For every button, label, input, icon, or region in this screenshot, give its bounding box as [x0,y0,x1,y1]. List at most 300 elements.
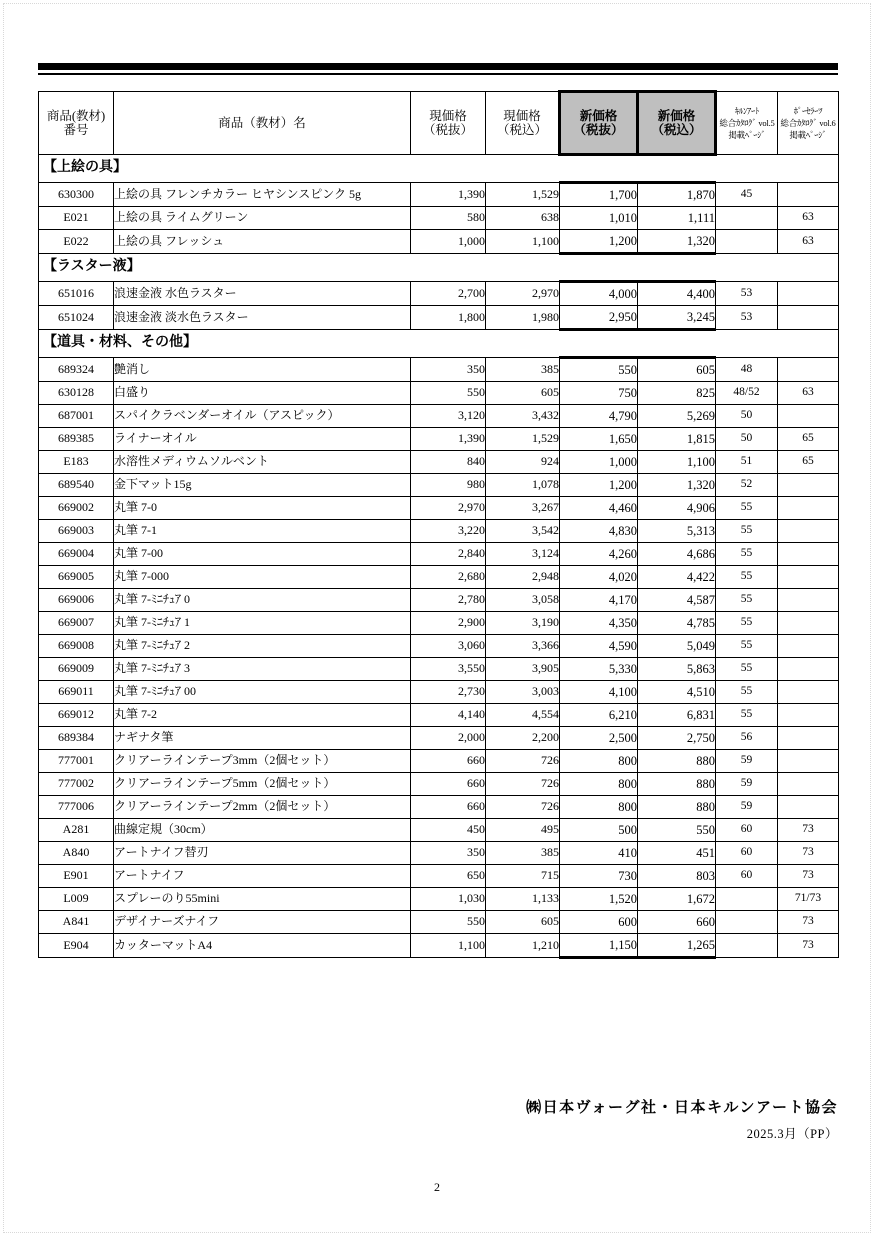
cell-catalog-vol5-page: 55 [716,635,778,658]
cell-new-price-incl-tax: 6,831 [638,704,716,727]
cell-old-price-incl-tax: 3,366 [486,635,560,658]
cell-catalog-vol6-page [778,635,839,658]
cell-new-price-incl-tax: 1,111 [638,207,716,230]
cell-new-price-excl-tax: 4,170 [560,589,638,612]
cell-product-name: 丸筆 7-ﾐﾆﾁｭｱ 00 [114,681,411,704]
cell-product-code: E904 [39,934,114,958]
header-catalog-vol6-page: ﾎﾟｰｾﾗｰﾂ 総合ｶﾀﾛｸﾞ vol.6 掲載ﾍﾟｰｼﾞ [778,92,839,155]
cell-product-code: L009 [39,888,114,911]
cell-old-price-excl-tax: 1,100 [411,934,486,958]
cell-new-price-incl-tax: 4,587 [638,589,716,612]
table-row [39,635,839,658]
cell-product-name: 丸筆 7-ﾐﾆﾁｭｱ 3 [114,658,411,681]
rule-thin-bar [38,73,838,75]
cell-product-name: ライナーオイル [114,428,411,451]
cell-catalog-vol5-page [716,911,778,934]
cell-catalog-vol6-page: 65 [778,451,839,474]
cell-product-code: 669005 [39,566,114,589]
cell-new-price-incl-tax: 4,400 [638,282,716,306]
rule-thick-bar [38,63,838,70]
cell-product-code: E901 [39,865,114,888]
section-header-row [39,254,839,282]
header-old-price-excl-tax: 現価格 （税抜） [411,92,486,155]
cell-old-price-incl-tax: 3,542 [486,520,560,543]
cell-old-price-incl-tax: 924 [486,451,560,474]
cell-catalog-vol5-page: 48 [716,358,778,382]
cell-catalog-vol6-page [778,520,839,543]
cell-new-price-incl-tax: 803 [638,865,716,888]
cell-product-code: 630128 [39,382,114,405]
cell-catalog-vol5-page: 53 [716,282,778,306]
cell-old-price-excl-tax: 3,060 [411,635,486,658]
section-title: 【上絵の具】 [39,155,839,183]
header-new-price-incl-tax: 新価格 （税込） [638,92,716,155]
cell-old-price-excl-tax: 450 [411,819,486,842]
cell-new-price-incl-tax: 1,100 [638,451,716,474]
cell-catalog-vol5-page: 55 [716,543,778,566]
table-row [39,819,839,842]
table-row [39,405,839,428]
cell-catalog-vol5-page [716,888,778,911]
cell-old-price-incl-tax: 4,554 [486,704,560,727]
cell-new-price-excl-tax: 1,010 [560,207,638,230]
cell-old-price-excl-tax: 3,220 [411,520,486,543]
cell-product-code: 669006 [39,589,114,612]
cell-product-name: 丸筆 7-000 [114,566,411,589]
cell-new-price-incl-tax: 605 [638,358,716,382]
cell-new-price-incl-tax: 880 [638,796,716,819]
cell-old-price-incl-tax: 3,267 [486,497,560,520]
cell-catalog-vol6-page [778,405,839,428]
cell-new-price-excl-tax: 4,590 [560,635,638,658]
cell-catalog-vol6-page [778,704,839,727]
table-row [39,282,839,306]
cell-new-price-excl-tax: 4,350 [560,612,638,635]
cell-old-price-excl-tax: 2,000 [411,727,486,750]
cell-old-price-excl-tax: 840 [411,451,486,474]
cell-catalog-vol5-page: 55 [716,566,778,589]
cell-product-code: 777002 [39,773,114,796]
cell-product-code: 689385 [39,428,114,451]
cell-catalog-vol5-page [716,230,778,254]
cell-catalog-vol5-page: 56 [716,727,778,750]
cell-new-price-incl-tax: 1,672 [638,888,716,911]
cell-new-price-incl-tax: 5,049 [638,635,716,658]
cell-new-price-excl-tax: 1,650 [560,428,638,451]
cell-catalog-vol6-page [778,566,839,589]
cell-catalog-vol6-page: 71/73 [778,888,839,911]
cell-old-price-excl-tax: 650 [411,865,486,888]
cell-new-price-excl-tax: 1,200 [560,230,638,254]
cell-new-price-incl-tax: 4,686 [638,543,716,566]
table-header [39,92,839,155]
cell-new-price-excl-tax: 730 [560,865,638,888]
cell-new-price-excl-tax: 800 [560,773,638,796]
top-double-rule [38,63,838,75]
cell-product-name: スプレーのり55mini [114,888,411,911]
cell-old-price-incl-tax: 2,200 [486,727,560,750]
cell-catalog-vol6-page [778,306,839,330]
cell-product-name: ナギナタ筆 [114,727,411,750]
cell-old-price-excl-tax: 1,030 [411,888,486,911]
cell-new-price-incl-tax: 660 [638,911,716,934]
cell-product-code: 689324 [39,358,114,382]
table-row [39,230,839,254]
cell-catalog-vol5-page: 53 [716,306,778,330]
cell-catalog-vol6-page: 73 [778,865,839,888]
cell-product-name: 上絵の具 フレッシュ [114,230,411,254]
cell-product-code: E022 [39,230,114,254]
table-row [39,207,839,230]
cell-new-price-incl-tax: 451 [638,842,716,865]
cell-product-code: E183 [39,451,114,474]
cell-old-price-incl-tax: 726 [486,796,560,819]
table-row [39,727,839,750]
cell-product-name: 丸筆 7-2 [114,704,411,727]
cell-product-name: 艶消し [114,358,411,382]
cell-product-code: 777006 [39,796,114,819]
cell-new-price-excl-tax: 800 [560,796,638,819]
cell-catalog-vol5-page: 59 [716,796,778,819]
header-row [39,92,839,155]
cell-catalog-vol5-page: 60 [716,842,778,865]
cell-product-name: クリアーラインテープ2mm（2個セット） [114,796,411,819]
table-row [39,911,839,934]
cell-product-code: 689384 [39,727,114,750]
header-product-code: 商品(教材) 番号 [39,92,114,155]
cell-old-price-incl-tax: 1,133 [486,888,560,911]
cell-old-price-excl-tax: 580 [411,207,486,230]
cell-old-price-incl-tax: 3,905 [486,658,560,681]
cell-product-name: アートナイフ [114,865,411,888]
cell-catalog-vol5-page: 50 [716,428,778,451]
cell-new-price-excl-tax: 1,000 [560,451,638,474]
cell-product-name: 丸筆 7-ﾐﾆﾁｭｱ 2 [114,635,411,658]
cell-product-name: 金下マット15g [114,474,411,497]
cell-old-price-incl-tax: 605 [486,382,560,405]
cell-catalog-vol6-page: 73 [778,842,839,865]
cell-old-price-incl-tax: 385 [486,358,560,382]
cell-old-price-excl-tax: 660 [411,773,486,796]
table-row [39,566,839,589]
cell-old-price-excl-tax: 2,840 [411,543,486,566]
cell-catalog-vol5-page: 60 [716,819,778,842]
cell-old-price-excl-tax: 550 [411,911,486,934]
table-row [39,865,839,888]
cell-catalog-vol5-page: 55 [716,589,778,612]
cell-old-price-incl-tax: 2,948 [486,566,560,589]
cell-old-price-incl-tax: 726 [486,750,560,773]
cell-catalog-vol5-page: 59 [716,750,778,773]
table-row [39,750,839,773]
cell-product-code: 689540 [39,474,114,497]
cell-catalog-vol6-page [778,681,839,704]
cell-product-name: クリアーラインテープ5mm（2個セット） [114,773,411,796]
table-row [39,183,839,207]
cell-catalog-vol6-page [778,474,839,497]
cell-new-price-excl-tax: 4,830 [560,520,638,543]
cell-catalog-vol6-page [778,543,839,566]
cell-catalog-vol5-page: 48/52 [716,382,778,405]
cell-product-name: 丸筆 7-ﾐﾆﾁｭｱ 0 [114,589,411,612]
cell-old-price-excl-tax: 2,970 [411,497,486,520]
cell-new-price-excl-tax: 4,020 [560,566,638,589]
cell-old-price-incl-tax: 1,210 [486,934,560,958]
cell-product-name: スパイクラベンダーオイル（アスピック） [114,405,411,428]
cell-catalog-vol6-page [778,773,839,796]
cell-product-code: A841 [39,911,114,934]
footer-organization: ㈱日本ヴォーグ社・日本キルンアート協会 [526,1100,838,1116]
cell-catalog-vol5-page: 55 [716,658,778,681]
table-row [39,382,839,405]
cell-product-code: A281 [39,819,114,842]
cell-product-name: 浪速金液 水色ラスター [114,282,411,306]
table-row [39,658,839,681]
cell-new-price-excl-tax: 4,790 [560,405,638,428]
cell-old-price-excl-tax: 3,550 [411,658,486,681]
cell-old-price-excl-tax: 4,140 [411,704,486,727]
cell-product-name: アートナイフ替刃 [114,842,411,865]
cell-product-code: 669012 [39,704,114,727]
cell-catalog-vol6-page: 73 [778,934,839,958]
table-row [39,543,839,566]
cell-catalog-vol5-page: 55 [716,497,778,520]
cell-catalog-vol6-page [778,497,839,520]
cell-catalog-vol6-page [778,750,839,773]
cell-catalog-vol6-page: 73 [778,911,839,934]
cell-catalog-vol5-page: 59 [716,773,778,796]
table-row [39,612,839,635]
table-row [39,306,839,330]
cell-product-name: 曲線定規（30cm） [114,819,411,842]
cell-old-price-incl-tax: 3,190 [486,612,560,635]
cell-catalog-vol6-page: 63 [778,382,839,405]
cell-new-price-excl-tax: 550 [560,358,638,382]
footer [526,1096,838,1142]
cell-product-name: 丸筆 7-ﾐﾆﾁｭｱ 1 [114,612,411,635]
cell-old-price-excl-tax: 350 [411,842,486,865]
cell-old-price-excl-tax: 1,000 [411,230,486,254]
cell-old-price-excl-tax: 2,780 [411,589,486,612]
cell-product-code: 669008 [39,635,114,658]
cell-old-price-incl-tax: 3,124 [486,543,560,566]
cell-new-price-incl-tax: 4,906 [638,497,716,520]
cell-old-price-incl-tax: 1,529 [486,183,560,207]
cell-catalog-vol6-page: 73 [778,819,839,842]
cell-new-price-excl-tax: 410 [560,842,638,865]
cell-catalog-vol6-page: 65 [778,428,839,451]
table-body [39,155,839,958]
table-row [39,681,839,704]
cell-new-price-excl-tax: 750 [560,382,638,405]
cell-old-price-incl-tax: 495 [486,819,560,842]
table-row [39,773,839,796]
cell-product-name: 浪速金液 淡水色ラスター [114,306,411,330]
table-row [39,704,839,727]
cell-product-code: 669003 [39,520,114,543]
cell-catalog-vol5-page: 50 [716,405,778,428]
cell-new-price-excl-tax: 2,950 [560,306,638,330]
cell-new-price-incl-tax: 5,863 [638,658,716,681]
cell-new-price-incl-tax: 1,870 [638,183,716,207]
cell-catalog-vol6-page [778,183,839,207]
cell-product-code: 669004 [39,543,114,566]
cell-new-price-incl-tax: 2,750 [638,727,716,750]
cell-product-name: 丸筆 7-0 [114,497,411,520]
cell-old-price-excl-tax: 980 [411,474,486,497]
table-row [39,796,839,819]
header-product-name: 商品（教材）名 [114,92,411,155]
footer-date: 2025.3月（PP） [746,1127,838,1141]
cell-old-price-excl-tax: 660 [411,750,486,773]
header-new-price-excl-tax: 新価格 （税抜） [560,92,638,155]
cell-catalog-vol5-page: 60 [716,865,778,888]
table-row [39,520,839,543]
cell-product-code: 651016 [39,282,114,306]
cell-old-price-excl-tax: 2,730 [411,681,486,704]
cell-catalog-vol6-page: 63 [778,230,839,254]
section-title: 【ラスター液】 [39,254,839,282]
cell-new-price-incl-tax: 1,265 [638,934,716,958]
cell-new-price-incl-tax: 880 [638,750,716,773]
cell-old-price-excl-tax: 1,390 [411,428,486,451]
cell-old-price-incl-tax: 3,003 [486,681,560,704]
cell-product-name: カッターマットA4 [114,934,411,958]
cell-old-price-excl-tax: 2,700 [411,282,486,306]
cell-new-price-excl-tax: 800 [560,750,638,773]
cell-catalog-vol5-page: 55 [716,612,778,635]
cell-old-price-incl-tax: 605 [486,911,560,934]
cell-new-price-incl-tax: 1,815 [638,428,716,451]
cell-old-price-incl-tax: 1,078 [486,474,560,497]
cell-product-code: 669002 [39,497,114,520]
cell-product-code: 777001 [39,750,114,773]
cell-new-price-incl-tax: 550 [638,819,716,842]
cell-product-name: 水溶性メディウムソルベント [114,451,411,474]
cell-product-code: 669007 [39,612,114,635]
cell-old-price-excl-tax: 2,680 [411,566,486,589]
cell-catalog-vol5-page [716,934,778,958]
cell-product-code: E021 [39,207,114,230]
cell-new-price-excl-tax: 500 [560,819,638,842]
cell-old-price-excl-tax: 1,800 [411,306,486,330]
cell-new-price-excl-tax: 5,330 [560,658,638,681]
cell-new-price-excl-tax: 6,210 [560,704,638,727]
table-row [39,474,839,497]
table-row [39,451,839,474]
cell-product-name: 上絵の具 フレンチカラー ヒヤシンスピンク 5g [114,183,411,207]
cell-old-price-incl-tax: 726 [486,773,560,796]
cell-old-price-incl-tax: 1,529 [486,428,560,451]
cell-catalog-vol6-page [778,358,839,382]
cell-new-price-excl-tax: 4,260 [560,543,638,566]
cell-product-name: 丸筆 7-1 [114,520,411,543]
cell-new-price-incl-tax: 5,269 [638,405,716,428]
table-row [39,589,839,612]
table-row [39,358,839,382]
cell-catalog-vol5-page: 52 [716,474,778,497]
cell-new-price-incl-tax: 3,245 [638,306,716,330]
cell-old-price-incl-tax: 385 [486,842,560,865]
cell-new-price-incl-tax: 1,320 [638,474,716,497]
cell-product-code: 687001 [39,405,114,428]
cell-new-price-incl-tax: 4,785 [638,612,716,635]
cell-new-price-excl-tax: 1,200 [560,474,638,497]
cell-new-price-excl-tax: 4,100 [560,681,638,704]
section-header-row [39,155,839,183]
cell-old-price-excl-tax: 550 [411,382,486,405]
cell-new-price-incl-tax: 5,313 [638,520,716,543]
cell-new-price-incl-tax: 880 [638,773,716,796]
cell-product-name: 白盛り [114,382,411,405]
cell-catalog-vol6-page [778,658,839,681]
table-row [39,428,839,451]
table-row [39,497,839,520]
cell-product-name: クリアーラインテープ3mm（2個セット） [114,750,411,773]
cell-old-price-incl-tax: 3,058 [486,589,560,612]
cell-old-price-excl-tax: 3,120 [411,405,486,428]
cell-product-name: 丸筆 7-00 [114,543,411,566]
header-catalog-vol5-page: ｷﾙﾝｱｰﾄ 総合ｶﾀﾛｸﾞ vol.5 掲載ﾍﾟｰｼﾞ [716,92,778,155]
cell-catalog-vol6-page [778,796,839,819]
cell-new-price-incl-tax: 4,510 [638,681,716,704]
cell-old-price-excl-tax: 350 [411,358,486,382]
cell-catalog-vol5-page: 55 [716,520,778,543]
cell-product-name: 上絵の具 ライムグリーン [114,207,411,230]
cell-catalog-vol6-page [778,612,839,635]
cell-new-price-excl-tax: 600 [560,911,638,934]
cell-new-price-excl-tax: 4,460 [560,497,638,520]
cell-catalog-vol5-page: 55 [716,704,778,727]
cell-product-name: デザイナーズナイフ [114,911,411,934]
cell-old-price-incl-tax: 2,970 [486,282,560,306]
section-header-row [39,330,839,358]
table-row [39,888,839,911]
cell-catalog-vol6-page [778,589,839,612]
cell-new-price-excl-tax: 1,700 [560,183,638,207]
cell-old-price-excl-tax: 1,390 [411,183,486,207]
cell-catalog-vol6-page [778,282,839,306]
table-row [39,934,839,958]
section-title: 【道具・材料、その他】 [39,330,839,358]
table-row [39,842,839,865]
cell-old-price-incl-tax: 1,980 [486,306,560,330]
cell-product-code: 669009 [39,658,114,681]
cell-product-code: 651024 [39,306,114,330]
cell-old-price-incl-tax: 3,432 [486,405,560,428]
cell-catalog-vol5-page [716,207,778,230]
cell-new-price-excl-tax: 1,520 [560,888,638,911]
cell-catalog-vol5-page: 55 [716,681,778,704]
cell-new-price-incl-tax: 4,422 [638,566,716,589]
cell-product-code: 669011 [39,681,114,704]
cell-new-price-excl-tax: 4,000 [560,282,638,306]
cell-catalog-vol6-page: 63 [778,207,839,230]
cell-new-price-incl-tax: 825 [638,382,716,405]
cell-catalog-vol6-page [778,727,839,750]
cell-new-price-incl-tax: 1,320 [638,230,716,254]
cell-new-price-excl-tax: 2,500 [560,727,638,750]
cell-catalog-vol5-page: 51 [716,451,778,474]
cell-catalog-vol5-page: 45 [716,183,778,207]
header-old-price-incl-tax: 現価格 （税込） [486,92,560,155]
page-number: 2 [434,1180,440,1194]
cell-old-price-excl-tax: 660 [411,796,486,819]
cell-old-price-incl-tax: 638 [486,207,560,230]
cell-product-code: A840 [39,842,114,865]
cell-new-price-excl-tax: 1,150 [560,934,638,958]
cell-old-price-incl-tax: 715 [486,865,560,888]
